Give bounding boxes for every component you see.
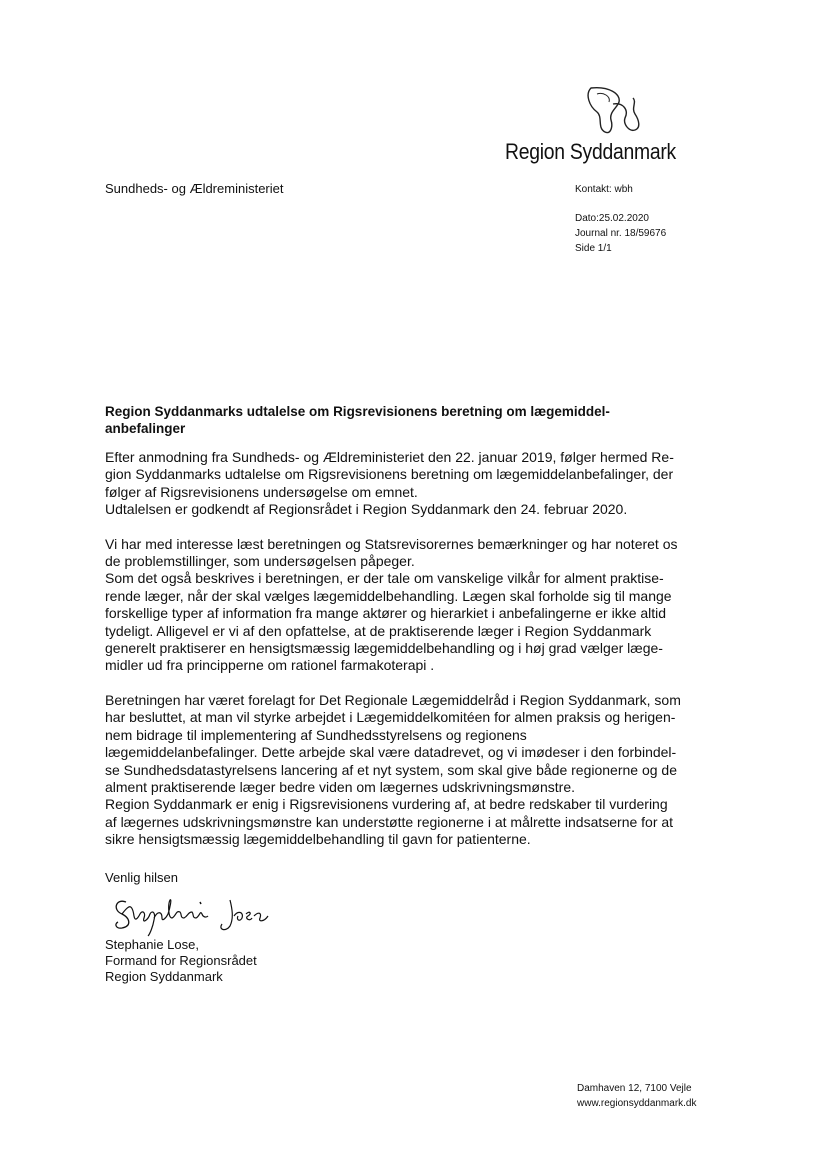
text-line: forskellige typer af information fra mange aktører og hierarkiet i anbefalingerne er ikke altid xyxy=(105,605,667,622)
text-line: har besluttet, at man vil styrke arbejdet i Lægemiddelkomitéen for almen praksis og herigen- xyxy=(105,709,676,726)
document-date: Dato:25.02.2020 xyxy=(575,213,649,224)
journal-number: Journal nr. 18/59676 xyxy=(575,228,667,239)
text-line: se Sundhedsdatastyrelsens lancering af et nyt system, som skal give både regionerne og de xyxy=(105,761,677,778)
contact-person: Kontakt: wbh xyxy=(575,184,633,195)
signer-block xyxy=(105,937,257,985)
paragraph xyxy=(105,536,705,675)
closing-greeting: Venlig hilsen xyxy=(105,870,178,885)
text-line: midler ud fra principperne om rationel farmakoterapi . xyxy=(105,657,435,674)
text-line: gion Syddanmarks udtalelse om Rigsrevisionens beretning om lægemiddelanbefalinger, der xyxy=(105,466,674,483)
text-line: nem bidrage til implementering af Sundhedsstyrelsens og regionens xyxy=(105,726,527,743)
text-line: Efter anmodning fra Sundheds- og Ældreministeriet den 22. januar 2019, følger hermed Re- xyxy=(105,449,674,465)
signer-title: Formand for Regionsrådet xyxy=(105,953,257,968)
paragraph xyxy=(105,449,705,519)
text-line: tydeligt. Alligevel er vi af den opfattelse, at de praktiserende læger i Region Syddanmark xyxy=(105,622,652,639)
footer-address: Damhaven 12, 7100 Vejle xyxy=(577,1083,692,1094)
text-line: rende læger, når der skal vælges lægemiddelbehandling. Lægen skal forholde sig til mange xyxy=(105,587,672,604)
text-line: lægemiddelanbefalinger. Dette arbejde skal være datadrevet, og vi imødeser i den forbindel- xyxy=(105,744,677,761)
text-line: følger af Rigsrevisionens undersøgelse om emnet. xyxy=(105,483,418,500)
footer xyxy=(577,1081,697,1111)
paragraph xyxy=(105,692,705,849)
letter-body xyxy=(105,449,705,866)
handwritten-signature xyxy=(112,888,272,938)
text-line: generelt praktiserer en hensigtsmæssig lægemiddelbehandling og i høj grad vælger læge- xyxy=(105,640,663,657)
region-syddanmark-logo xyxy=(505,84,676,164)
text-line: Udtalelsen er godkendt af Regionsrådet i Region Syddanmark den 24. februar 2020. xyxy=(105,501,628,518)
logo-text: Region Syddanmark xyxy=(505,139,676,164)
text-line: sikre hensigtsmæssig lægemiddelbehandling til gavn for patienterne. xyxy=(105,831,531,848)
contact-block xyxy=(575,182,633,197)
footer-website[interactable]: www.regionsyddanmark.dk xyxy=(577,1098,697,1109)
text-line: Beretningen har været forelagt for Det Regionale Lægemiddelråd i Region Syddanmark, som xyxy=(105,691,681,708)
logo-mark-icon xyxy=(583,84,653,142)
page-number: Side 1/1 xyxy=(575,243,612,254)
document-details xyxy=(575,211,666,256)
text-line: Som det også beskrives i beretningen, er der tale om vanskelige vilkår for alment praktise- xyxy=(105,570,664,587)
signer-organization: Region Syddanmark xyxy=(105,969,223,984)
text-line: de problemstillinger, som undersøgelsen påpeger. xyxy=(105,553,415,570)
text-line: Region Syddanmark er enig i Rigsrevisionens vurdering af, at bedre redskaber til vurdering xyxy=(105,796,668,813)
signer-name: Stephanie Lose, xyxy=(105,937,199,952)
text-line: alment praktiserende læger bedre viden om lægernes udskrivningsmønstre. xyxy=(105,778,575,795)
recipient: Sundheds- og Ældreministeriet xyxy=(105,181,284,196)
text-line: Vi har med interesse læst beretningen og Statsrevisorernes bemærkninger og har noteret os xyxy=(105,535,678,552)
letter-heading: Region Syddanmarks udtalelse om Rigsrevisionens beretning om lægemiddel-anbefalinger xyxy=(105,404,610,436)
text-line: af lægernes udskrivningsmønstre kan understøtte regionerne i at målrette indsatserne for at xyxy=(105,813,674,830)
